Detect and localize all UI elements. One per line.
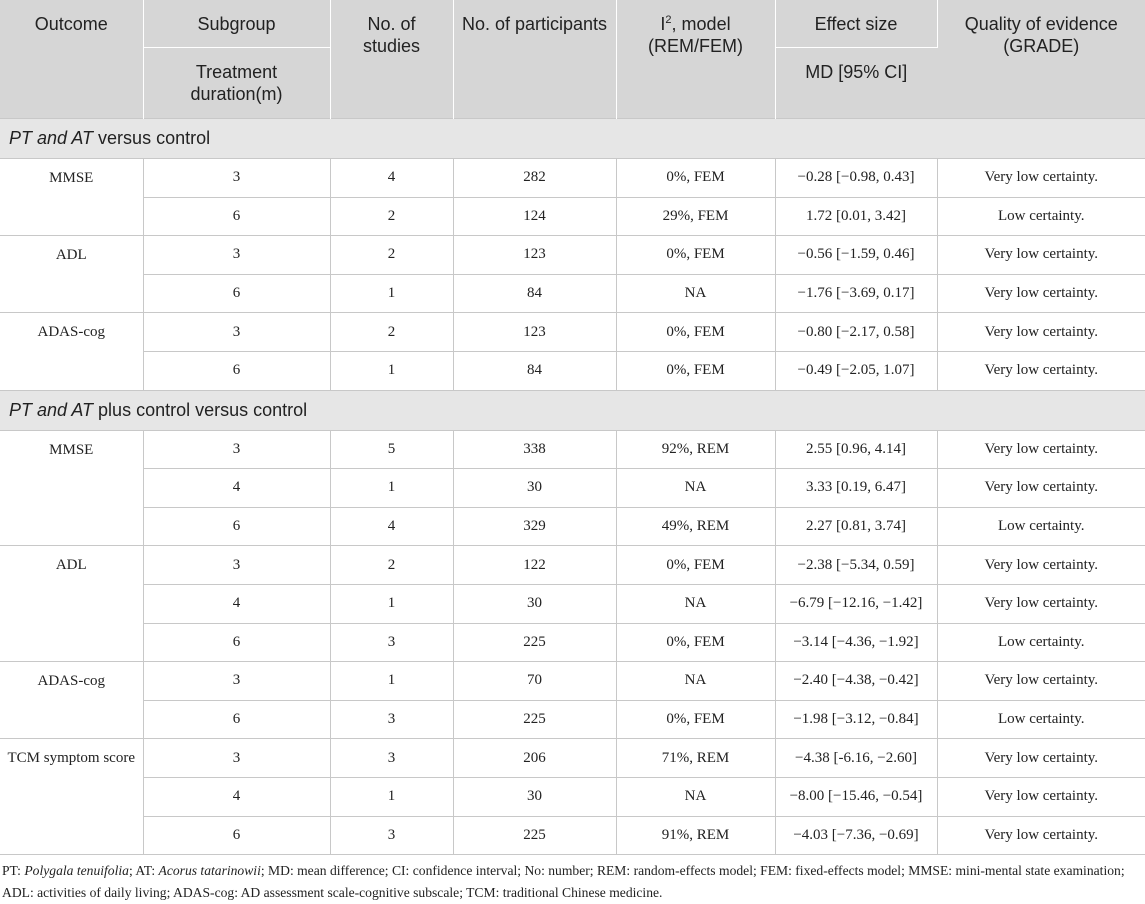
cell-quality: Low certainty. (937, 197, 1145, 236)
cell-quality: Very low certainty. (937, 351, 1145, 390)
table-row (0, 351, 1145, 390)
cell-duration: 6 (143, 507, 330, 546)
cell-model: 71%, REM (616, 739, 775, 778)
cell-participants: 123 (453, 313, 616, 352)
cell-quality: Very low certainty. (937, 777, 1145, 816)
footnote-pt-name: Polygala tenuifolia (24, 863, 129, 879)
cell-participants: 338 (453, 430, 616, 469)
cell-studies: 2 (330, 313, 453, 352)
header-treatment-duration: Treatment duration(m) (143, 48, 330, 119)
header-quality: Quality of evidence (GRADE) (937, 0, 1145, 119)
cell-studies: 2 (330, 236, 453, 275)
footnote-at-name: Acorus tatarinowii (158, 863, 261, 879)
cell-quality: Very low certainty. (937, 584, 1145, 623)
cell-studies: 4 (330, 159, 453, 198)
cell-effect: −2.38 [−5.34, 0.59] (775, 546, 937, 585)
cell-duration: 4 (143, 469, 330, 508)
cell-studies: 3 (330, 739, 453, 778)
cell-model: NA (616, 274, 775, 313)
header-md-ci: MD [95% CI] (775, 48, 937, 119)
table-footnote (0, 855, 1145, 904)
table-row (0, 584, 1145, 623)
table-row (0, 236, 1145, 275)
cell-outcome: MMSE (0, 159, 143, 236)
header-subgroup: Subgroup (143, 0, 330, 48)
cell-quality: Low certainty. (937, 507, 1145, 546)
cell-model: 91%, REM (616, 816, 775, 855)
header-no-of-participants: No. of participants (453, 0, 616, 119)
footnote-at-label: ; AT: (128, 863, 159, 879)
cell-studies: 1 (330, 584, 453, 623)
cell-studies: 3 (330, 816, 453, 855)
cell-duration: 6 (143, 274, 330, 313)
section-header-row (0, 390, 1145, 430)
cell-participants: 30 (453, 584, 616, 623)
table-row (0, 739, 1145, 778)
section-title-rest: versus control (93, 128, 211, 148)
cell-model: 0%, FEM (616, 313, 775, 352)
table-row (0, 159, 1145, 198)
cell-effect: −1.98 [−3.12, −0.84] (775, 700, 937, 739)
cell-participants: 282 (453, 159, 616, 198)
table-row (0, 197, 1145, 236)
cell-model: 0%, FEM (616, 159, 775, 198)
cell-participants: 84 (453, 351, 616, 390)
cell-outcome: ADL (0, 546, 143, 662)
cell-duration: 3 (143, 662, 330, 701)
table-row (0, 623, 1145, 662)
cell-studies: 2 (330, 546, 453, 585)
section-title (0, 390, 1145, 430)
footnote-rest: ; MD: mean difference; CI: confidence interval; No: number; REM: random-effects model; FEM: fixed-effects model; MMSE: mini-mental state examination; ADL: activities of daily living; ADAS-cog: AD assessment scale-cognitive subscale; TCM: traditional Chinese medicine. (2, 863, 1125, 901)
cell-quality: Very low certainty. (937, 159, 1145, 198)
table-body (0, 119, 1145, 855)
table-row (0, 700, 1145, 739)
cell-duration: 4 (143, 777, 330, 816)
section-title-italic: PT and AT (9, 128, 94, 148)
cell-effect: 1.72 [0.01, 3.42] (775, 197, 937, 236)
cell-duration: 3 (143, 159, 330, 198)
table-row (0, 662, 1145, 701)
cell-studies: 3 (330, 700, 453, 739)
cell-model: 0%, FEM (616, 351, 775, 390)
section-title-italic: PT and AT (9, 399, 94, 420)
cell-effect: 2.55 [0.96, 4.14] (775, 430, 937, 469)
header-no-of-studies: No. of studies (330, 0, 453, 119)
cell-participants: 225 (453, 700, 616, 739)
cell-duration: 4 (143, 584, 330, 623)
cell-effect: −0.56 [−1.59, 0.46] (775, 236, 937, 275)
cell-effect: −8.00 [−15.46, −0.54] (775, 777, 937, 816)
cell-studies: 2 (330, 197, 453, 236)
cell-effect: −4.03 [−7.36, −0.69] (775, 816, 937, 855)
cell-outcome: MMSE (0, 430, 143, 546)
cell-model: 0%, FEM (616, 623, 775, 662)
table-row (0, 777, 1145, 816)
cell-quality: Very low certainty. (937, 430, 1145, 469)
cell-quality: Very low certainty. (937, 662, 1145, 701)
cell-participants: 225 (453, 816, 616, 855)
cell-studies: 1 (330, 777, 453, 816)
cell-participants: 123 (453, 236, 616, 275)
cell-model: 49%, REM (616, 507, 775, 546)
cell-model: 0%, FEM (616, 546, 775, 585)
cell-effect: 2.27 [0.81, 3.74] (775, 507, 937, 546)
table-row (0, 816, 1145, 855)
cell-quality: Very low certainty. (937, 546, 1145, 585)
footnote-pt-label: PT: (2, 863, 25, 879)
cell-model: 0%, FEM (616, 236, 775, 275)
cell-model: NA (616, 662, 775, 701)
cell-quality: Very low certainty. (937, 816, 1145, 855)
cell-participants: 329 (453, 507, 616, 546)
cell-studies: 1 (330, 662, 453, 701)
cell-outcome: TCM symptom score (0, 739, 143, 855)
cell-quality: Very low certainty. (937, 313, 1145, 352)
header-i2-model (616, 0, 775, 119)
table-row (0, 546, 1145, 585)
table-row (0, 469, 1145, 508)
header-i2-suffix: , model (REM/FEM) (648, 14, 743, 56)
cell-duration: 6 (143, 700, 330, 739)
cell-effect: 3.33 [0.19, 6.47] (775, 469, 937, 508)
cell-quality: Low certainty. (937, 700, 1145, 739)
header-i2-prefix: I (660, 14, 666, 34)
table-row (0, 274, 1145, 313)
cell-outcome: ADL (0, 236, 143, 313)
cell-duration: 3 (143, 430, 330, 469)
cell-duration: 3 (143, 546, 330, 585)
cell-model: 29%, FEM (616, 197, 775, 236)
cell-duration: 6 (143, 816, 330, 855)
cell-outcome: ADAS-cog (0, 662, 143, 739)
section-title-rest: plus control versus control (93, 399, 308, 420)
cell-effect: −6.79 [−12.16, −1.42] (775, 584, 937, 623)
table-row (0, 507, 1145, 546)
cell-quality: Very low certainty. (937, 274, 1145, 313)
table-header (0, 0, 1145, 119)
cell-duration: 6 (143, 197, 330, 236)
cell-participants: 122 (453, 546, 616, 585)
table-row (0, 430, 1145, 469)
cell-effect: −0.28 [−0.98, 0.43] (775, 159, 937, 198)
cell-participants: 84 (453, 274, 616, 313)
cell-participants: 225 (453, 623, 616, 662)
cell-model: 0%, FEM (616, 700, 775, 739)
cell-studies: 1 (330, 469, 453, 508)
section-header-row (0, 119, 1145, 159)
header-outcome: Outcome (0, 0, 143, 119)
cell-quality: Very low certainty. (937, 236, 1145, 275)
cell-participants: 124 (453, 197, 616, 236)
cell-duration: 3 (143, 313, 330, 352)
cell-studies: 1 (330, 351, 453, 390)
header-i2-sup: 2 (665, 14, 672, 26)
cell-participants: 206 (453, 739, 616, 778)
cell-quality: Very low certainty. (937, 739, 1145, 778)
cell-duration: 3 (143, 739, 330, 778)
cell-model: 92%, REM (616, 430, 775, 469)
section-title (0, 119, 1145, 159)
cell-effect: −0.80 [−2.17, 0.58] (775, 313, 937, 352)
cell-duration: 3 (143, 236, 330, 275)
cell-model: NA (616, 469, 775, 508)
cell-participants: 30 (453, 777, 616, 816)
cell-model: NA (616, 777, 775, 816)
cell-quality: Very low certainty. (937, 469, 1145, 508)
table-row (0, 313, 1145, 352)
cell-studies: 3 (330, 623, 453, 662)
cell-effect: −4.38 [-6.16, −2.60] (775, 739, 937, 778)
cell-duration: 6 (143, 623, 330, 662)
cell-outcome: ADAS-cog (0, 313, 143, 390)
cell-participants: 30 (453, 469, 616, 508)
header-effect-size: Effect size (775, 0, 937, 48)
cell-quality: Low certainty. (937, 623, 1145, 662)
cell-effect: −1.76 [−3.69, 0.17] (775, 274, 937, 313)
cell-studies: 5 (330, 430, 453, 469)
cell-effect: −3.14 [−4.36, −1.92] (775, 623, 937, 662)
cell-studies: 1 (330, 274, 453, 313)
cell-effect: −0.49 [−2.05, 1.07] (775, 351, 937, 390)
cell-studies: 4 (330, 507, 453, 546)
cell-effect: −2.40 [−4.38, −0.42] (775, 662, 937, 701)
cell-participants: 70 (453, 662, 616, 701)
cell-duration: 6 (143, 351, 330, 390)
cell-model: NA (616, 584, 775, 623)
